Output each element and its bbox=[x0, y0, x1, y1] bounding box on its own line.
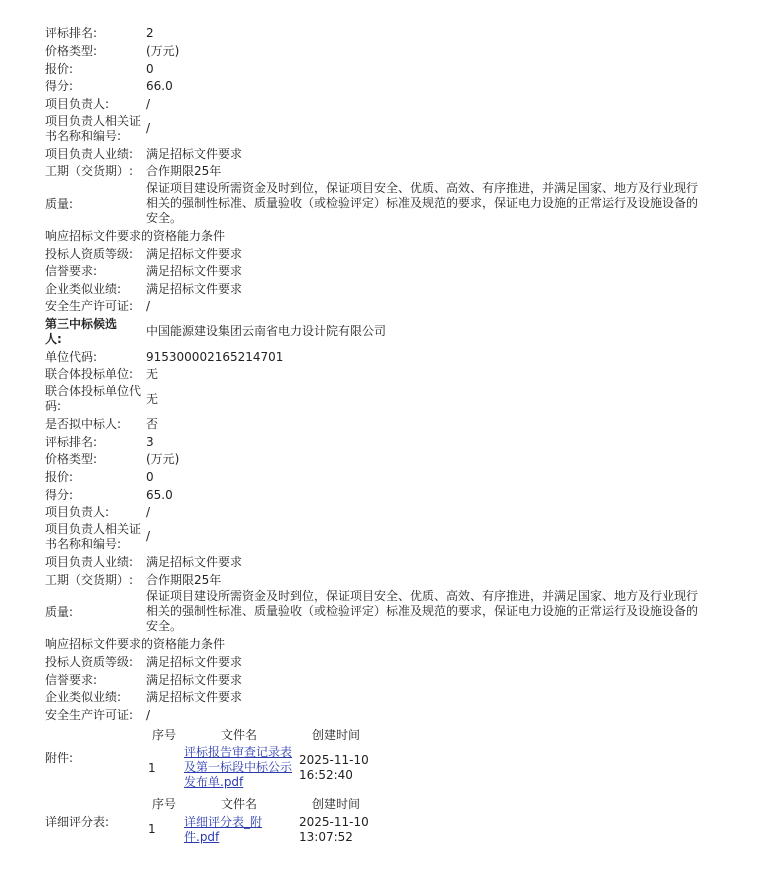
union-label: 联合体投标单位: bbox=[45, 367, 134, 381]
quality-line2: 相关的强制性标准、质量验收（或检验评定）标准及规范的要求，保证电力设施的正常运行及设施设备的 bbox=[146, 604, 699, 618]
cert-label-line1: 项目负责人相关证 bbox=[45, 522, 142, 536]
attachments-label: 附件: bbox=[45, 751, 74, 765]
manager-label: 项目负责人: bbox=[45, 505, 110, 519]
grade-value: 满足招标文件要求 bbox=[146, 655, 243, 669]
price-type-label: 价格类型: bbox=[45, 44, 98, 58]
quality-line1: 保证项目建设所需资金及时到位，保证项目安全、优质、高效、有序推进，并满足国家、地方及行业现行 bbox=[146, 589, 699, 603]
quality-label: 质量: bbox=[45, 197, 74, 211]
proposed-value: 否 bbox=[146, 417, 159, 431]
similar-label: 企业类似业绩: bbox=[45, 690, 122, 704]
union-code-value: 无 bbox=[146, 392, 159, 406]
score-value: 66.0 bbox=[146, 79, 173, 93]
cert-row bbox=[45, 114, 725, 144]
manager-label: 项目负责人: bbox=[45, 97, 110, 111]
credit-value: 满足招标文件要求 bbox=[146, 264, 243, 278]
code-value: 915300002165214701 bbox=[146, 350, 284, 364]
price-type-label: 价格类型: bbox=[45, 452, 98, 466]
cert-label-line2: 书名称和编号: bbox=[45, 537, 122, 551]
attachment-time-date: 2025-11-10 bbox=[299, 753, 369, 767]
attachment-file-line1[interactable]: 评标报告审查记录表 bbox=[184, 745, 293, 759]
period-label: 工期（交货期）: bbox=[45, 573, 134, 587]
candidate3-heading-line2: 人: bbox=[45, 332, 62, 346]
score-label: 得分: bbox=[45, 488, 74, 502]
scoring-time-date: 2025-11-10 bbox=[299, 815, 369, 829]
attachments-col-time: 创建时间 bbox=[312, 728, 361, 742]
union-code-row bbox=[45, 384, 725, 414]
scoring-file-line1[interactable]: 详细评分表_附 bbox=[184, 815, 263, 829]
similar-value: 满足招标文件要求 bbox=[146, 690, 243, 704]
union-value: 无 bbox=[146, 367, 159, 381]
grade-label: 投标人资质等级: bbox=[45, 655, 134, 669]
quality-line1: 保证项目建设所需资金及时到位，保证项目安全、优质、高效、有序推进，并满足国家、地方及行业现行 bbox=[146, 181, 699, 195]
code-label: 单位代码: bbox=[45, 350, 98, 364]
price-type-value: (万元) bbox=[146, 44, 180, 58]
rank-label: 评标排名: bbox=[45, 26, 98, 40]
quality-row bbox=[45, 181, 725, 225]
quality-line3: 安全。 bbox=[146, 619, 183, 633]
credit-label: 信誉要求: bbox=[45, 264, 98, 278]
license-value: / bbox=[146, 299, 151, 313]
qualification-heading-text: 响应招标文件要求的资格能力条件 bbox=[45, 637, 226, 651]
rank-value: 3 bbox=[146, 435, 154, 449]
score-value: 65.0 bbox=[146, 488, 173, 502]
scoring-label: 详细评分表: bbox=[45, 815, 110, 829]
rank-value: 2 bbox=[146, 26, 154, 40]
similar-label: 企业类似业绩: bbox=[45, 282, 122, 296]
price-type-value: (万元) bbox=[146, 452, 180, 466]
rank-label: 评标排名: bbox=[45, 435, 98, 449]
grade-label: 投标人资质等级: bbox=[45, 247, 134, 261]
scoring-time-clock: 13:07:52 bbox=[299, 830, 353, 844]
quote-value: 0 bbox=[146, 62, 154, 76]
license-value: / bbox=[146, 708, 151, 722]
quote-label: 报价: bbox=[45, 470, 74, 484]
union-code-label-line1: 联合体投标单位代 bbox=[45, 384, 142, 398]
manager-value: / bbox=[146, 505, 151, 519]
attachments-col-no: 序号 bbox=[152, 728, 177, 742]
period-value: 合作期限25年 bbox=[146, 164, 222, 178]
scoring-file-line2[interactable]: 件.pdf bbox=[184, 830, 220, 844]
score-label: 得分: bbox=[45, 79, 74, 93]
qualification-heading bbox=[45, 637, 725, 651]
credit-label: 信誉要求: bbox=[45, 673, 98, 687]
candidate3-heading-row bbox=[45, 317, 725, 347]
similar-value: 满足招标文件要求 bbox=[146, 282, 243, 296]
perf-label: 项目负责人业绩: bbox=[45, 147, 134, 161]
cert-label-line1: 项目负责人相关证 bbox=[45, 114, 142, 128]
candidate3-heading-line1: 第三中标候选 bbox=[45, 317, 118, 331]
attachment-time-clock: 16:52:40 bbox=[299, 768, 353, 782]
qualification-heading bbox=[45, 229, 725, 243]
grade-value: 满足招标文件要求 bbox=[146, 247, 243, 261]
proposed-label: 是否拟中标人: bbox=[45, 417, 122, 431]
candidate3-name: 中国能源建设集团云南省电力设计院有限公司 bbox=[146, 324, 387, 338]
cert-value: / bbox=[146, 121, 151, 135]
perf-value: 满足招标文件要求 bbox=[146, 555, 243, 569]
license-label: 安全生产许可证: bbox=[45, 299, 134, 313]
license-label: 安全生产许可证: bbox=[45, 708, 134, 722]
perf-value: 满足招标文件要求 bbox=[146, 147, 243, 161]
quality-label: 质量: bbox=[45, 605, 74, 619]
scoring-col-no: 序号 bbox=[152, 797, 177, 811]
cert-label-line2: 书名称和编号: bbox=[45, 129, 122, 143]
period-label: 工期（交货期）: bbox=[45, 164, 134, 178]
qualification-heading-text: 响应招标文件要求的资格能力条件 bbox=[45, 229, 226, 243]
cert-row bbox=[45, 522, 725, 552]
attachments-row-no: 1 bbox=[148, 761, 156, 775]
quality-row bbox=[45, 589, 725, 633]
scoring-row-no: 1 bbox=[148, 822, 156, 836]
scoring-col-name: 文件名 bbox=[221, 797, 258, 811]
attachments-col-name: 文件名 bbox=[221, 728, 258, 742]
quote-value: 0 bbox=[146, 470, 154, 484]
perf-label: 项目负责人业绩: bbox=[45, 555, 134, 569]
period-value: 合作期限25年 bbox=[146, 573, 222, 587]
quote-label: 报价: bbox=[45, 62, 74, 76]
manager-value: / bbox=[146, 97, 151, 111]
scoring-col-time: 创建时间 bbox=[312, 797, 361, 811]
attachment-file-line2[interactable]: 及第一标段中标公示 bbox=[184, 760, 293, 774]
cert-value: / bbox=[146, 529, 151, 543]
union-code-label-line2: 码: bbox=[45, 399, 62, 413]
quality-line2: 相关的强制性标准、质量验收（或检验评定）标准及规范的要求，保证电力设施的正常运行及设施设备的 bbox=[146, 196, 699, 210]
credit-value: 满足招标文件要求 bbox=[146, 673, 243, 687]
attachment-file-line3[interactable]: 发布单.pdf bbox=[184, 775, 244, 789]
quality-line3: 安全。 bbox=[146, 211, 183, 225]
